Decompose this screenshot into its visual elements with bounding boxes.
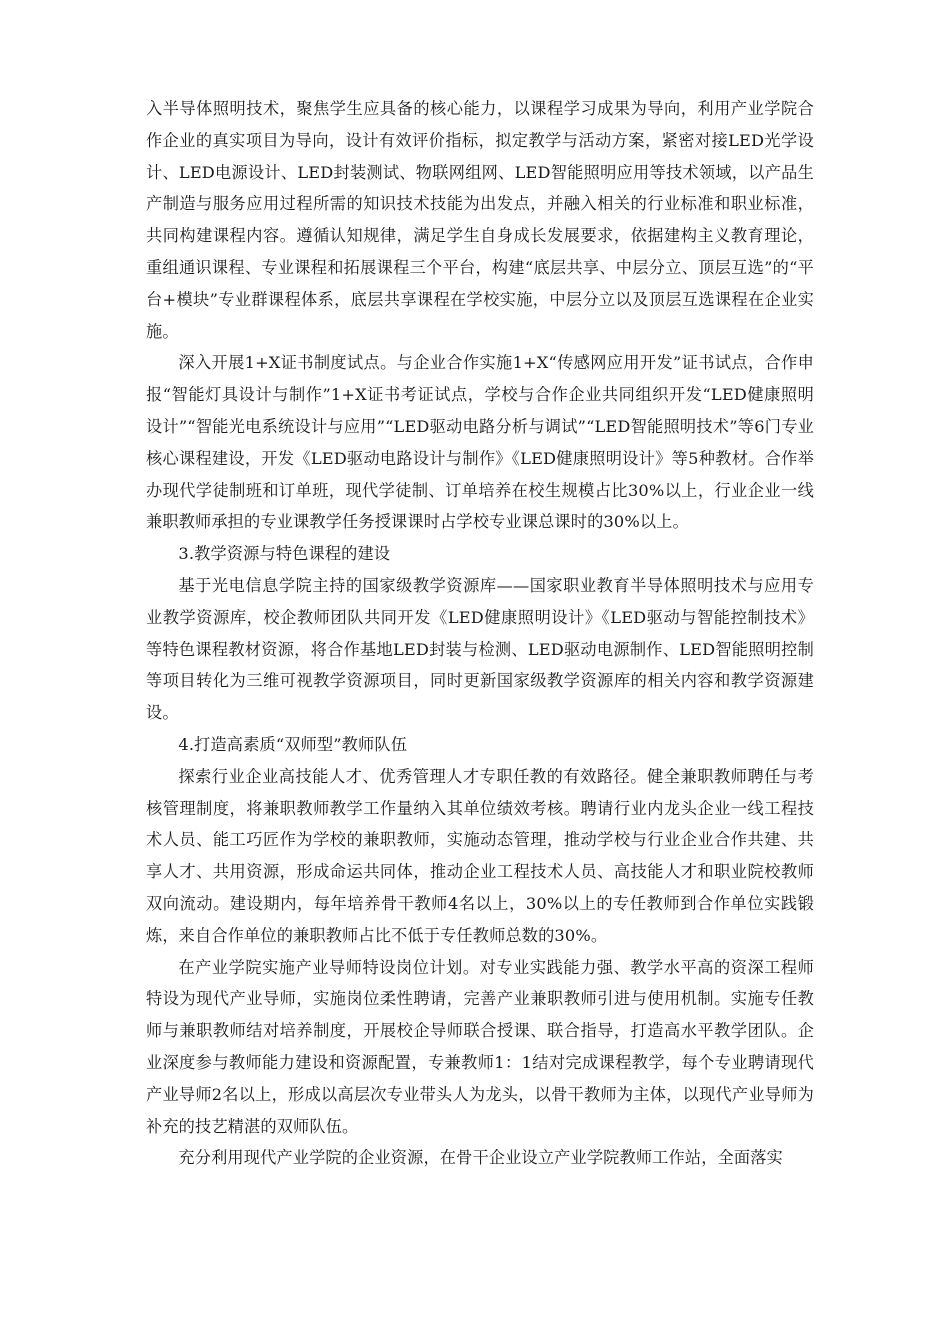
document-body <box>146 93 814 1174</box>
paragraph-part-time-teachers: 探索行业企业高技能人才、优秀管理人才专职任教的有效路径。健全兼职教师聘任与考核管理制度，将兼职教师教学工作量纳入其单位绩效考核。聘请行业内龙头企业一线工程技术人员、能工巧匠作为学校的兼职教师，实施动态管理，推动学校与行业企业合作共建、共享人才、共用资源，形成命运共同体，推动企业工程技术人员、高技能人才和职业院校教师双向流动。建设期内，每年培养骨干教师4名以上，30%以上的专任教师到合作单位实践锻炼，来自合作单位的兼职教师占比不低于专任教师总数的30%。 <box>146 766 814 945</box>
section-heading-double-qualified-teachers: 4.打造高素质“双师型”教师队伍 <box>178 734 408 754</box>
section-heading-teaching-resources: 3.教学资源与特色课程的建设 <box>178 544 391 564</box>
paragraph-1x-certificate: 深入开展1+X证书制度试点。与企业合作实施1+X“传感网应用开发”证书试点，合作申报“智能灯具设计与制作”1+X证书考证试点，学校与合作企业共同组织开发“LED健康照明设计”“智能光电系统设计与应用”“LED驱动电路分析与调试”“LED智能照明技术”等6门专业核心课程建设，开发《LED驱动电路设计与制作》《LED健康照明设计》等5种教材。合作举办现代学徒制班和订单班，现代学徒制、订单培养在校生规模占比30%以上，行业企业一线兼职教师承担的专业课教学任务授课课时占学校专业课总课时的30%以上。 <box>146 353 814 532</box>
paragraph-teacher-workstation: 充分利用现代产业学院的企业资源，在骨干企业设立产业学院教师工作站，全面落实 <box>178 1148 783 1168</box>
paragraph-industry-mentors: 在产业学院实施产业导师特设岗位计划。对专业实践能力强、教学水平高的资深工程师特设为现代产业导师，实施岗位柔性聘请，完善产业兼职教师引进与使用机制。实施专任教师与兼职教师结对培养制度，开展校企导师联合授课、联合指导，打造高水平教学团队。企业深度参与教师能力建设和资源配置，专兼教师1：1结对完成课程教学，每个专业聘请现代产业导师2名以上，形成以高层次专业带头人为龙头，以骨干教师为主体，以现代产业导师为补充的技艺精湛的双师队伍。 <box>146 957 814 1136</box>
paragraph-continuation: 入半导体照明技术，聚焦学生应具备的核心能力，以课程学习成果为导向，利用产业学院合作企业的真实项目为导向，设计有效评价指标，拟定教学与活动方案，紧密对接LED光学设计、LED电源设计、LED封装测试、物联网组网、LED智能照明应用等技术领域，以产品生产制造与服务应用过程所需的知识技术技能为出发点，并融入相关的行业标准和职业标准，共同构建课程内容。遵循认知规律，满足学生自身成长发展要求，依据建构主义教育理论，重组通识课程、专业课程和拓展课程三个平台，构建“底层共享、中层分立、顶层互选”的“平台+模块”专业群课程体系，底层共享课程在学校实施，中层分立以及顶层互选课程在企业实施。 <box>146 99 814 341</box>
paragraph-resource-library: 基于光电信息学院主持的国家级教学资源库——国家职业教育半导体照明技术与应用专业教学资源库，校企教师团队共同开发《LED健康照明设计》《LED驱动与智能控制技术》等特色课程教材资源，将合作基地LED封装与检测、LED驱动电源制作、LED智能照明控制等项目转化为三维可视教学资源项目，同时更新国家级教学资源库的相关内容和教学资源建设。 <box>146 575 814 723</box>
